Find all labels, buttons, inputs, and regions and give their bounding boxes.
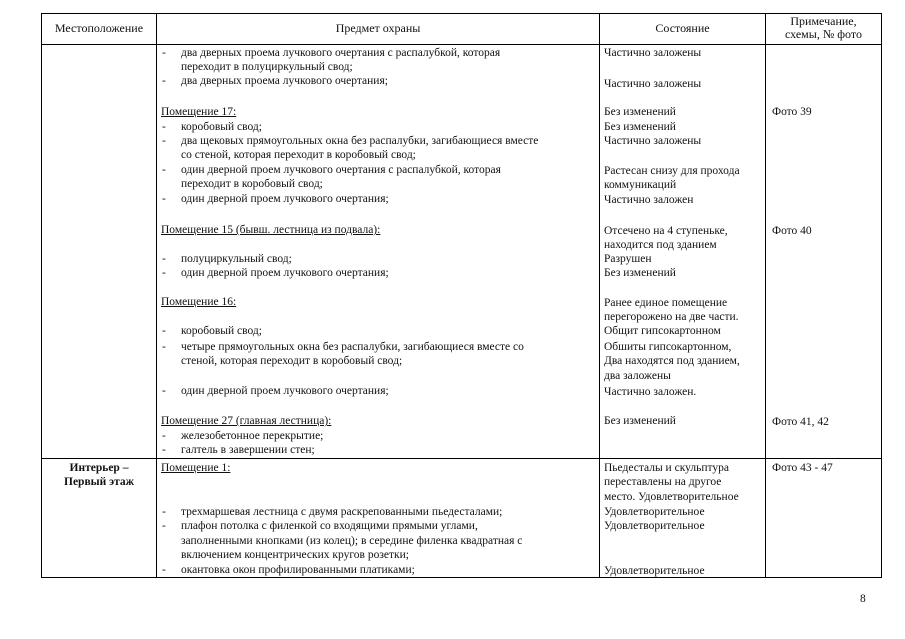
- list-item-text: один дверной проем лучкового очертания;: [181, 193, 389, 205]
- state-text: Ранее единое помещение: [604, 297, 728, 309]
- list-dash: -: [162, 341, 166, 353]
- state-text: Частично заложен: [604, 194, 694, 206]
- state-text: коммуникаций: [604, 179, 677, 191]
- header-notes-line2: схемы, № фото: [784, 27, 862, 41]
- state-text: Частично заложены: [604, 47, 702, 59]
- state-text: Удовлетворительное: [604, 520, 705, 532]
- list-dash: -: [162, 325, 166, 337]
- location-label: Интерьер –: [69, 462, 129, 474]
- list-item-text: окантовка окон профилированными платиками;: [181, 564, 415, 576]
- list-item-text: со стеной, которая переходит в коробовый свод;: [181, 149, 416, 161]
- list-dash: -: [162, 267, 166, 279]
- state-text: Без изменений: [604, 415, 676, 427]
- state-text: перегорожено на две части.: [604, 311, 739, 323]
- state-text: Пьедесталы и скульптура: [604, 462, 729, 474]
- page-number: 8: [860, 593, 866, 605]
- table-right-border: [881, 13, 882, 578]
- list-dash: -: [162, 121, 166, 133]
- header-notes: [766, 13, 881, 43]
- state-text: Без изменений: [604, 106, 676, 118]
- state-text: Частично заложены: [604, 78, 702, 90]
- state-text: Отсечено на 4 ступеньке,: [604, 225, 728, 237]
- room-1-title: Помещение 1:: [161, 462, 231, 474]
- list-item-text: четыре прямоугольных окна без распалубки, загибающиеся вместе со: [181, 341, 524, 353]
- list-item-text: полуциркульный свод;: [181, 253, 292, 265]
- room-27-title: Помещение 27 (главная лестница):: [161, 415, 332, 427]
- list-item-text: железобетонное перекрытие;: [181, 430, 324, 442]
- list-dash: -: [162, 520, 166, 532]
- state-text: два заложены: [604, 370, 671, 382]
- room-15-title: Помещение 15 (бывш. лестница из подвала):: [161, 224, 381, 236]
- state-text: Без изменений: [604, 121, 676, 133]
- list-dash: -: [162, 135, 166, 147]
- state-text: место. Удовлетворительное: [604, 491, 739, 503]
- col-divider-2: [599, 13, 600, 578]
- state-text: Частично заложен.: [604, 386, 697, 398]
- list-dash: -: [162, 564, 166, 576]
- list-item-text: плафон потолка с филенкой со входящими прямыми углами,: [181, 520, 478, 532]
- col-divider-3: [765, 13, 766, 578]
- list-dash: -: [162, 47, 166, 59]
- state-text: Без изменений: [604, 267, 676, 279]
- state-text: Частично заложены: [604, 135, 702, 147]
- state-text: Обшиты гипсокартонном,: [604, 341, 732, 353]
- location-label: Первый этаж: [64, 476, 134, 488]
- state-text: Удовлетворительное: [604, 565, 705, 577]
- row-divider: [41, 458, 882, 459]
- header-bottom-border: [41, 44, 882, 45]
- list-item-text: галтель в завершении стен;: [181, 444, 315, 456]
- photo-note: Фото 43 - 47: [772, 462, 833, 474]
- header-notes-line1: Примечание,: [790, 14, 857, 28]
- col-divider-1: [156, 13, 157, 578]
- state-text: находится под зданием: [604, 239, 717, 251]
- list-dash: -: [162, 430, 166, 442]
- state-text: Общит гипсокартонном: [604, 325, 721, 337]
- list-dash: -: [162, 164, 166, 176]
- list-item-text: коробовый свод;: [181, 325, 262, 337]
- state-text: Разрушен: [604, 253, 652, 265]
- header-location: Местоположение: [54, 20, 144, 35]
- list-item-text: включением концентрических кругов розетки;: [181, 549, 409, 561]
- list-dash: -: [162, 75, 166, 87]
- photo-note: Фото 39: [772, 106, 812, 118]
- list-item-text: два дверных проема лучкового очертания;: [181, 75, 388, 87]
- room-16-title: Помещение 16:: [161, 296, 237, 308]
- table-left-border: [41, 13, 42, 578]
- list-dash: -: [162, 253, 166, 265]
- list-dash: -: [162, 385, 166, 397]
- list-dash: -: [162, 444, 166, 456]
- photo-note: Фото 41, 42: [772, 416, 829, 428]
- header-state: Состояние: [655, 20, 710, 35]
- state-text: Растесан снизу для прохода: [604, 165, 740, 177]
- state-text: переставлены на другое: [604, 476, 722, 488]
- list-item-text: один дверной проем лучкового очертания с распалубкой, которая: [181, 164, 501, 176]
- list-item-text: переходит в коробовый свод;: [181, 178, 323, 190]
- list-item-text: один дверной проем лучкового очертания;: [181, 385, 389, 397]
- list-item-text: стеной, которая переходит в коробовый свод;: [181, 355, 403, 367]
- list-item-text: переходит в полуциркульный свод;: [181, 61, 353, 73]
- room-17-title: Помещение 17:: [161, 106, 237, 118]
- list-item-text: два щековых прямоугольных окна без распалубки, загибающиеся вместе: [181, 135, 539, 147]
- table-bottom-border: [41, 577, 882, 578]
- list-item-text: коробовый свод;: [181, 121, 262, 133]
- list-dash: -: [162, 506, 166, 518]
- state-text: Удовлетворительное: [604, 506, 705, 518]
- header-subject: Предмет охраны: [335, 20, 421, 35]
- list-item-text: заполненными кнопками (из колец); в середине филенка квадратная с: [181, 535, 523, 547]
- photo-note: Фото 40: [772, 225, 812, 237]
- state-text: Два находятся под зданием,: [604, 355, 740, 367]
- list-item-text: один дверной проем лучкового очертания;: [181, 267, 389, 279]
- list-item-text: трехмаршевая лестница с двумя раскрепованными пьедесталами;: [181, 506, 503, 518]
- list-item-text: два дверных проема лучкового очертания с распалубкой, которая: [181, 47, 501, 59]
- list-dash: -: [162, 193, 166, 205]
